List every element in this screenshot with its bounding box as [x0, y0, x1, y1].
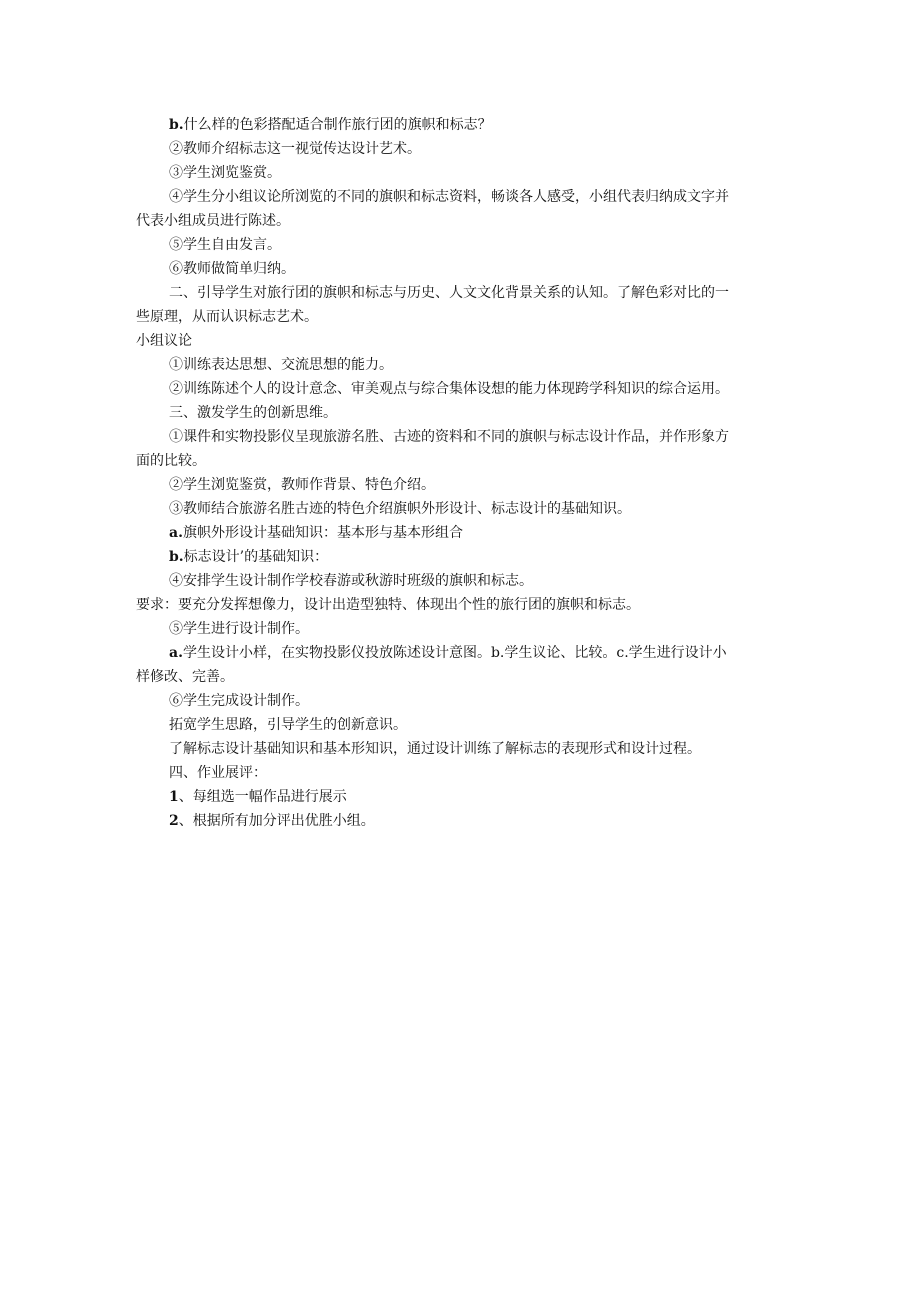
- list-marker: b.: [169, 117, 184, 133]
- document-body: [136, 113, 786, 833]
- line-text: 拓宽学生思路，引导学生的创新意识。: [169, 717, 407, 733]
- line-text: ⑥学生完成设计制作。: [169, 693, 309, 709]
- text-line: [136, 665, 786, 689]
- text-line: [136, 377, 786, 401]
- line-text: 二、引导学生对旅行团的旗帜和标志与历史、人文文化背景关系的认知。了解色彩对比的一: [169, 285, 729, 301]
- line-text: 了解标志设计基础知识和基本形知识，通过设计训练了解标志的表现形式和设计过程。: [169, 741, 701, 757]
- line-text: 、根据所有加分评出优胜小组。: [178, 813, 375, 829]
- text-line: [136, 713, 786, 737]
- line-text: ②训练陈述个人的设计意念、审美观点与综合集体设想的能力体现跨学科知识的综合运用。: [169, 381, 729, 397]
- line-text: 些原理，从而认识标志艺术。: [136, 309, 318, 325]
- text-line: [136, 641, 786, 665]
- text-line: [136, 425, 786, 449]
- text-line: [136, 113, 786, 137]
- line-text: 标志设计’的基础知识：: [183, 549, 329, 565]
- text-line: [136, 761, 786, 785]
- line-text: ④安排学生设计制作学校春游或秋游时班级的旗帜和标志。: [169, 573, 533, 589]
- line-text: 代表小组成员进行陈述。: [136, 213, 290, 229]
- list-marker: a.: [169, 645, 183, 661]
- text-line: [136, 401, 786, 425]
- text-line: [136, 209, 786, 233]
- line-text: 学生设计小样，在实物投影仪投放陈述设计意图。b.学生议论、比较。c.学生进行设计小: [182, 645, 727, 661]
- line-text: 旗帜外形设计基础知识：基本形与基本形组合: [182, 525, 463, 541]
- line-text: ⑤学生自由发言。: [169, 237, 281, 253]
- line-text: ③学生浏览鉴赏。: [169, 165, 281, 181]
- text-line: [136, 137, 786, 161]
- text-line: [136, 161, 786, 185]
- line-text: ①训练表达思想、交流思想的能力。: [169, 357, 393, 373]
- text-line: [136, 617, 786, 641]
- section-heading: [136, 329, 786, 353]
- text-line: [136, 185, 786, 209]
- text-line: [136, 737, 786, 761]
- list-marker: 1: [169, 789, 179, 805]
- text-line: [136, 809, 786, 833]
- text-line: [136, 281, 786, 305]
- text-line: [136, 569, 786, 593]
- line-text: 样修改、完善。: [136, 669, 234, 685]
- line-text: 小组议论: [136, 333, 192, 349]
- list-marker: a.: [169, 525, 183, 541]
- line-text: 三、激发学生的创新思维。: [169, 405, 337, 421]
- text-line: [136, 257, 786, 281]
- line-text: ④学生分小组议论所浏览的不同的旗帜和标志资料，畅谈各人感受，小组代表归纳成文字并: [169, 189, 729, 205]
- text-line: [136, 545, 786, 569]
- text-line: [136, 593, 786, 617]
- text-line: [136, 497, 786, 521]
- line-text: ②教师介绍标志这一视觉传达设计艺术。: [169, 141, 421, 157]
- text-line: [136, 449, 786, 473]
- line-text: ①课件和实物投影仪呈现旅游名胜、古迹的资料和不同的旗帜与标志设计作品，并作形象方: [169, 429, 729, 445]
- list-marker: b.: [169, 549, 184, 565]
- line-text: ⑥教师做简单归纳。: [169, 261, 295, 277]
- line-text: 面的比较。: [136, 453, 206, 469]
- line-text: 四、作业展评：: [169, 765, 267, 781]
- line-text: ⑤学生进行设计制作。: [169, 621, 309, 637]
- text-line: [136, 521, 786, 545]
- text-line: [136, 689, 786, 713]
- line-text: 什么样的色彩搭配适合制作旅行团的旗帜和标志？: [183, 117, 492, 133]
- list-marker: 2: [169, 813, 179, 829]
- line-text: 、每组选一幅作品进行展示: [178, 789, 347, 805]
- line-text: 要求：要充分发挥想像力，设计出造型独特、体现出个性的旅行团的旗帜和标志。: [136, 597, 640, 613]
- text-line: [136, 305, 786, 329]
- text-line: [136, 785, 786, 809]
- line-text: ②学生浏览鉴赏，教师作背景、特色介绍。: [169, 477, 435, 493]
- text-line: [136, 233, 786, 257]
- text-line: [136, 353, 786, 377]
- text-line: [136, 473, 786, 497]
- line-text: ③教师结合旅游名胜古迹的特色介绍旗帜外形设计、标志设计的基础知识。: [169, 501, 631, 517]
